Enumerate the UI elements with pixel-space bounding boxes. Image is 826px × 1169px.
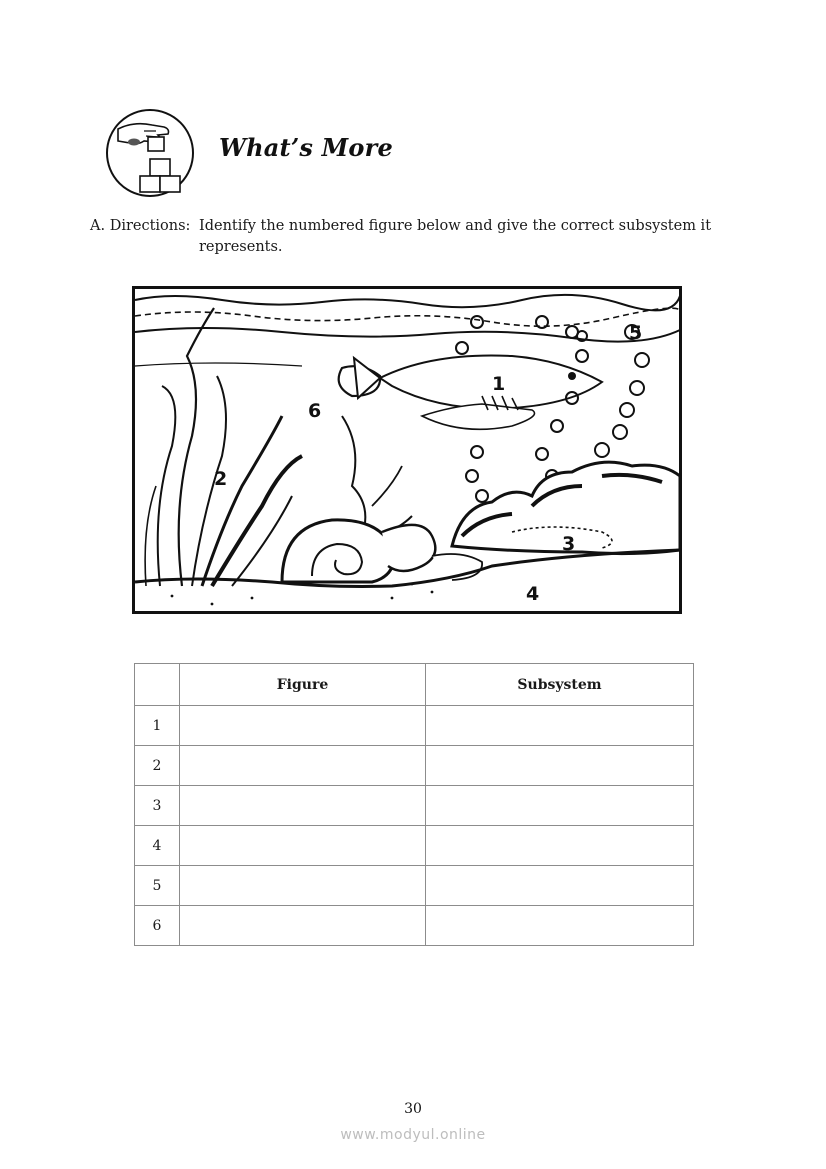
row-number: 3: [135, 786, 180, 826]
figure-label-3: 3: [562, 533, 576, 555]
directions-text: Identify the numbered figure below and give the correct subsystem it represents.: [199, 218, 712, 255]
row-number: 4: [135, 826, 180, 866]
directions-lead: A. Directions:: [90, 218, 191, 234]
figure-label-2: 2: [214, 468, 228, 490]
figure-label-1: 1: [492, 373, 506, 395]
table-row: [135, 906, 694, 946]
section-title: What’s More: [219, 133, 393, 162]
table-row: [135, 826, 694, 866]
figure-cell: [180, 786, 426, 826]
answer-table: [134, 663, 694, 946]
row-number: 1: [135, 706, 180, 746]
row-number: 5: [135, 866, 180, 906]
table-header-row: [135, 664, 694, 706]
table-header-subsystem: Subsystem: [426, 664, 694, 706]
table-row: [135, 706, 694, 746]
subsystem-cell: [426, 866, 694, 906]
figure-cell: [180, 866, 426, 906]
subsystem-cell: [426, 786, 694, 826]
table-row: [135, 866, 694, 906]
table-row: [135, 746, 694, 786]
watermark: www.modyul.online: [340, 1127, 486, 1143]
subsystem-cell: [426, 706, 694, 746]
subsystem-cell: [426, 826, 694, 866]
figure-label-4: 4: [526, 583, 540, 605]
hand-stacking-blocks-icon: [104, 107, 196, 199]
table-header-figure: Figure: [180, 664, 426, 706]
subsystem-cell: [426, 746, 694, 786]
figure-label-6: 6: [308, 400, 322, 422]
row-number: 2: [135, 746, 180, 786]
page-number: 30: [404, 1101, 422, 1117]
figure-cell: [180, 906, 426, 946]
figure-cell: [180, 746, 426, 786]
table-header-number: [135, 664, 180, 706]
figure-cell: [180, 706, 426, 746]
figure-label-5: 5: [629, 322, 643, 344]
row-number: 6: [135, 906, 180, 946]
subsystem-cell: [426, 906, 694, 946]
figure-cell: [180, 826, 426, 866]
aquarium-illustration: [132, 286, 682, 614]
table-row: [135, 786, 694, 826]
